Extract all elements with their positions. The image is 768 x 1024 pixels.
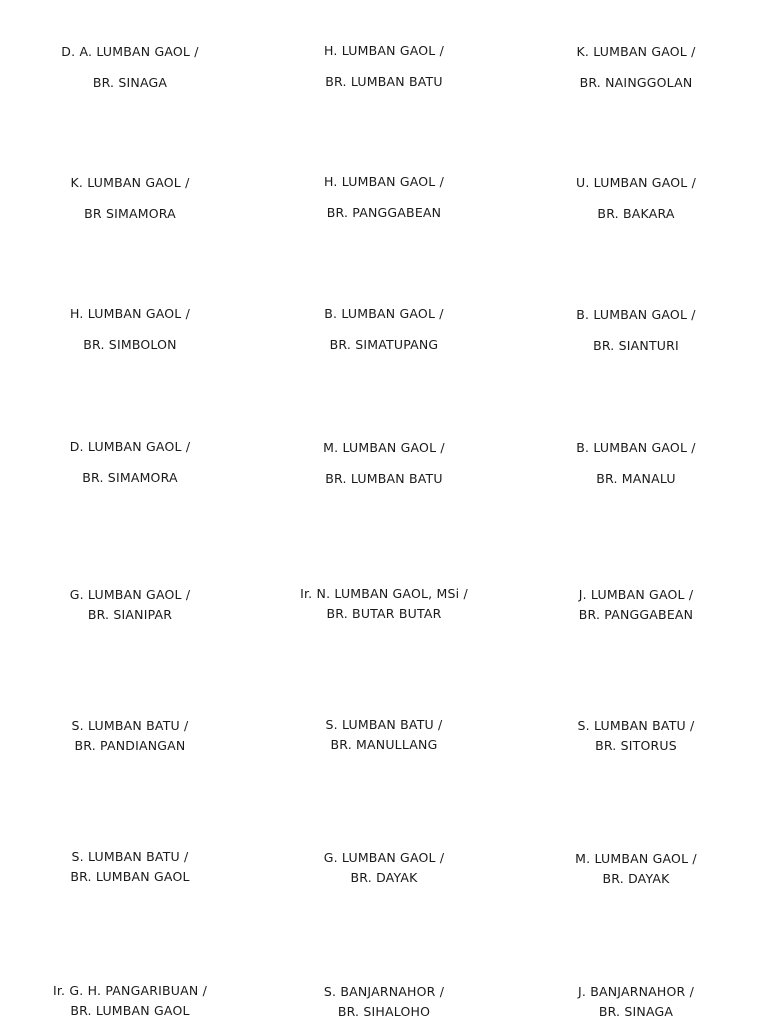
label-name-line: S. BANJARNAHOR / [323,984,445,999]
label-name-line: Ir. N. LUMBAN GAOL, MSi / [300,586,468,601]
address-label [5,438,255,487]
label-name-line: K. LUMBAN GAOL / [70,175,190,190]
address-label [511,306,761,355]
label-name-line: H. LUMBAN GAOL / [323,43,445,58]
label-name-line: J. BANJARNAHOR / [577,984,695,999]
address-label [5,848,255,886]
label-wife-line: BR. SITORUS [595,738,677,753]
address-label [511,717,761,755]
label-name-line: S. LUMBAN BATU / [71,849,189,864]
address-label [511,43,761,92]
label-wife-line: BR. BAKARA [597,206,675,221]
label-wife-line: BR. DAYAK [602,871,670,886]
label-wife-line: BR. PANGGABEAN [578,607,694,622]
address-label [259,849,509,887]
address-label [259,983,509,1021]
label-wife-line: BR. MANULLANG [330,737,438,752]
label-name-line: D. A. LUMBAN GAOL / [61,44,199,59]
label-name-line: U. LUMBAN GAOL / [575,175,697,190]
label-name-line: K. LUMBAN GAOL / [576,44,696,59]
address-label [511,850,761,888]
address-label [511,439,761,488]
address-label [259,305,509,354]
address-label [5,305,255,354]
label-wife-line: BR SIMAMORA [84,206,176,221]
label-name-line: S. LUMBAN BATU / [325,717,443,732]
label-name-line: M. LUMBAN GAOL / [323,440,445,455]
label-wife-line: BR. LUMBAN BATU [325,74,443,89]
label-wife-line: BR. SIHALOHO [337,1004,431,1019]
address-label [259,585,509,623]
label-name-line: S. LUMBAN BATU / [577,718,695,733]
label-name-line: B. LUMBAN GAOL / [576,307,696,322]
address-label [259,716,509,754]
label-name-line: G. LUMBAN GAOL / [69,587,191,602]
label-wife-line: BR. SIANTURI [593,338,679,353]
label-wife-line: BR. PANGGABEAN [326,205,442,220]
address-label [511,586,761,624]
label-wife-line: BR. SIMAMORA [82,470,178,485]
label-name-line: D. LUMBAN GAOL / [69,439,191,454]
label-wife-line: BR. NAINGGOLAN [579,75,693,90]
label-wife-line: BR. SIANIPAR [87,607,173,622]
label-name-line: H. LUMBAN GAOL / [69,306,191,321]
label-wife-line: BR. DAYAK [350,870,418,885]
address-label [259,439,509,488]
label-wife-line: BR. LUMBAN GAOL [70,1003,190,1018]
address-label [5,586,255,624]
label-name-line: H. LUMBAN GAOL / [323,174,445,189]
address-label [5,43,255,92]
address-label [5,717,255,755]
label-name-line: Ir. G. H. PANGARIBUAN / [52,983,208,998]
address-label [511,983,761,1021]
address-label [259,42,509,91]
label-wife-line: BR. MANALU [596,471,676,486]
address-label [511,174,761,223]
label-name-line: S. LUMBAN BATU / [71,718,189,733]
address-label [5,982,255,1020]
label-name-line: M. LUMBAN GAOL / [575,851,697,866]
label-wife-line: BR. LUMBAN GAOL [70,869,190,884]
label-name-line: J. LUMBAN GAOL / [578,587,694,602]
label-wife-line: BR. SINAGA [598,1004,674,1019]
label-name-line: G. LUMBAN GAOL / [323,850,445,865]
label-name-line: B. LUMBAN GAOL / [324,306,444,321]
label-wife-line: BR. BUTAR BUTAR [326,606,442,621]
label-name-line: B. LUMBAN GAOL / [576,440,696,455]
address-label [5,174,255,223]
label-wife-line: BR. SIMBOLON [83,337,177,352]
label-wife-line: BR. SINAGA [92,75,168,90]
label-wife-line: BR. SIMATUPANG [329,337,439,352]
label-wife-line: BR. LUMBAN BATU [325,471,443,486]
address-label [259,173,509,222]
label-wife-line: BR. PANDIANGAN [74,738,186,753]
